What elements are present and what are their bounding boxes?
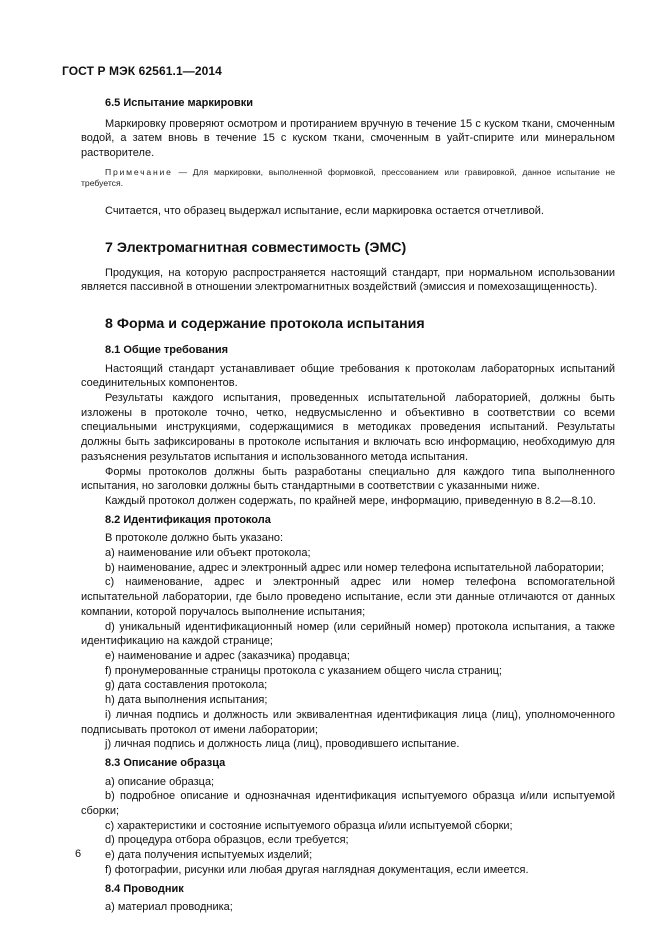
- list-item: f) пронумерованные страницы протокола с указанием общего числа страниц;: [105, 664, 502, 677]
- page-number: 6: [75, 848, 82, 860]
- list-item: h) дата выполнения испытания;: [105, 694, 268, 707]
- paragraph: Формы протоколов должны быть разработаны специально для каждого типа выполненного испытания, но заголовки должны быть стандартными в соответствии с указанными ниже.: [81, 465, 615, 493]
- heading-7: 7 Электромагнитная совместимость (ЭМС): [105, 239, 407, 256]
- heading-8-3: 8.3 Описание образца: [105, 756, 226, 769]
- paragraph: Считается, что образец выдержал испытание, если маркировка остается отчетливой.: [105, 204, 544, 217]
- list-item: c) характеристики и состояние испытуемого образца и/или испытуемой сборки;: [105, 819, 513, 832]
- list-item: f) фотографии, рисунки или любая другая наглядная документация, если имеется.: [105, 863, 529, 876]
- paragraph: Каждый протокол должен содержать, по крайней мере, информацию, приведенную в 8.2—8.10.: [105, 494, 596, 507]
- list-item: e) дата получения испытуемых изделий;: [105, 849, 313, 862]
- page-content: [81, 96, 615, 915]
- list-item: a) материал проводника;: [105, 901, 233, 914]
- paragraph: Продукция, на которую распространяется настоящий стандарт, при нормальном использовании является пассивной в отношении электромагнитных воздействий (эмиссия и помехозащищенность).: [81, 266, 615, 294]
- heading-8-4: 8.4 Проводник: [105, 882, 184, 895]
- list-item: e) наименование и адрес (заказчика) продавца;: [105, 649, 350, 662]
- list-item: d) уникальный идентификационный номер (или серийный номер) протокола испытания, а также идентификацию на каждой странице;: [81, 620, 615, 648]
- heading-8-1: 8.1 Общие требования: [105, 343, 229, 356]
- list-item: d) процедура отбора образцов, если требуется;: [105, 834, 349, 847]
- paragraph: В протоколе должно быть указано:: [105, 532, 284, 545]
- note-label: Примечание: [105, 166, 173, 177]
- note: [81, 167, 615, 190]
- running-header: ГОСТ Р МЭК 62561.1—2014: [62, 64, 222, 78]
- list-item: a) наименование или объект протокола;: [105, 547, 311, 560]
- list-item: a) описание образца;: [105, 775, 215, 788]
- heading-8: 8 Форма и содержание протокола испытания: [105, 315, 425, 332]
- heading-8-2: 8.2 Идентификация протокола: [105, 513, 271, 526]
- list-item: b) подробное описание и однозначная идентификация испытуемого образца и/или испытуемой сборки;: [81, 790, 615, 818]
- list-item: i) личная подпись и должность или эквивалентная идентификация лица (лиц), уполномоченного подписывать протокол от имени лаборатории;: [81, 708, 615, 736]
- list-item: b) наименование, адрес и электронный адрес или номер телефона испытательной лаборатории;: [105, 561, 604, 574]
- paragraph: Настоящий стандарт устанавливает общие требования к протоколам лабораторных испытаний соединительных компонентов.: [81, 362, 615, 390]
- heading-6-5: 6.5 Испытание маркировки: [105, 97, 254, 109]
- paragraph: Маркировку проверяют осмотром и протиранием вручную в течение 15 с куском ткани, смоченным водой, а затем вновь в течение 15 с куском ткани, смоченным в уайт-спирите или минеральном растворителе.: [81, 117, 615, 160]
- list-item: c) наименование, адрес и электронный адрес или номер телефона вспомогательной испытательной лаборатории, где было проведено испытание, если эти данные отличаются от данных компании, которой поручалось выполнение испытания;: [81, 576, 615, 618]
- list-item: j) личная подпись и должность лица (лиц), проводившего испытание.: [105, 738, 460, 751]
- note-text: — Для маркировки, выполненной формовкой, прессованием или гравировкой, данное испытание не требуется.: [81, 166, 615, 189]
- paragraph: Результаты каждого испытания, проведенных испытательной лабораторией, должны быть изложены в протоколе точно, четко, недвусмысленно и объективно в соответствии со всеми специальными инструкциями, содержащимися в методиках проведения испытаний. Результаты должны быть зафиксированы в протоколе испытания и включать всю информацию, необходимую для разъяснения результатов испытания и использованного метода испытания.: [81, 392, 615, 463]
- list-item: g) дата составления протокола;: [105, 679, 268, 692]
